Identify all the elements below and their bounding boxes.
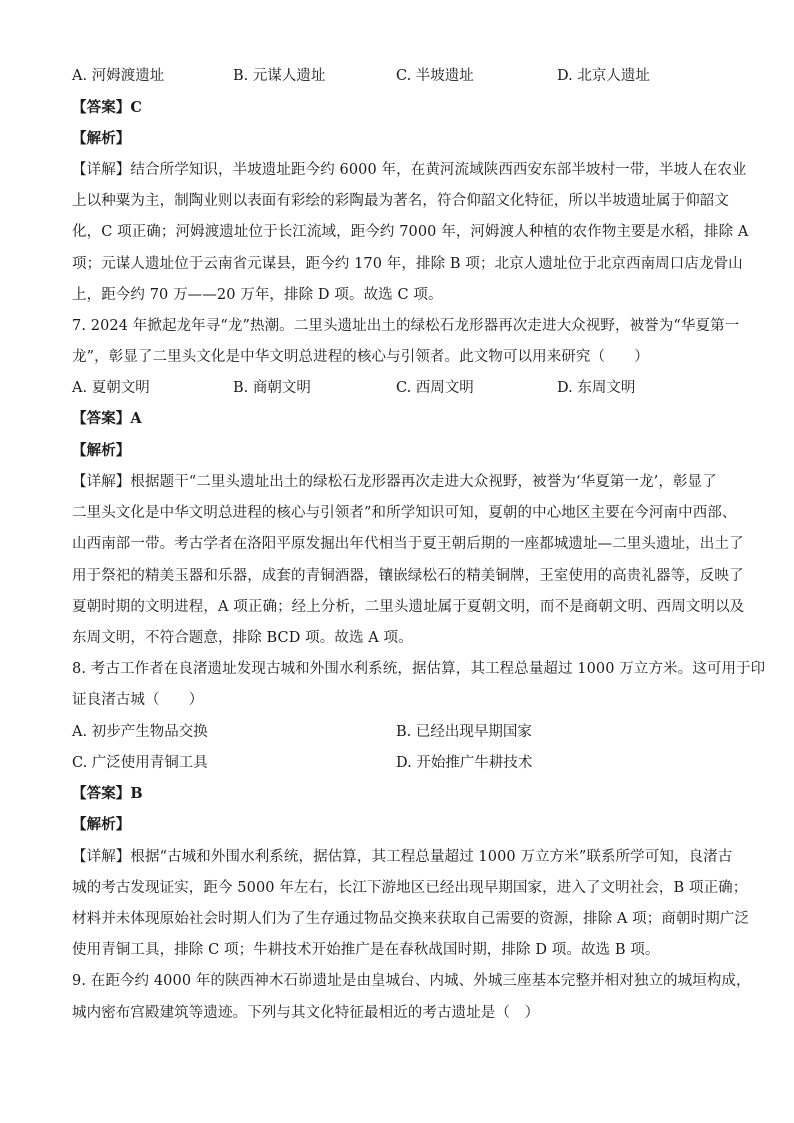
q7-detail-line: 二里头文化是中华文明总进程的核心与引领者”和所学知识可知，夏朝的中心地区主要在今河南中西部、 xyxy=(72,505,737,521)
q9-stem-line: 9. 在距今约 4000 年的陕西神木石峁遗址是由皇城台、内城、外城三座基本完整并相对独立的城垣构成， xyxy=(72,973,751,989)
q8-answer: 【答案】B xyxy=(72,785,143,802)
q7-option-b: B. 商朝文明 xyxy=(233,380,311,396)
q7-detail-line: 用于祭祀的精美玉器和乐器，成套的青铜酒器，镶嵌绿松石的精美铜牌，王室使用的高贵礼器等，反映了 xyxy=(72,568,744,584)
q6-option-a: A. 河姆渡遗址 xyxy=(72,68,165,84)
q7-analysis-heading: 【解析】 xyxy=(72,442,131,459)
q7-option-d: D. 东周文明 xyxy=(557,380,636,396)
q7-answer: 【答案】A xyxy=(72,410,142,427)
q8-option-b: B. 已经出现早期国家 xyxy=(396,724,532,740)
q7-option-a: A. 夏朝文明 xyxy=(72,380,150,396)
q6-option-c: C. 半坡遗址 xyxy=(396,68,474,84)
q8-detail-line: 材料并未体现原始社会时期人们为了生存通过物品交换来获取自己需要的资源，排除 A 项；商朝时期广泛 xyxy=(72,911,749,927)
q7-stem-line: 7. 2024 年掀起龙年寻“龙”热潮。二里头遗址出土的绿松石龙形器再次走进大众视野，被誉为“华夏第一 xyxy=(72,318,740,334)
q8-option-a: A. 初步产生物品交换 xyxy=(72,724,208,740)
q6-detail-line: 【详解】结合所学知识，半坡遗址距今约 6000 年，在黄河流域陕西西安东部半坡村一带，半坡人在农业 xyxy=(72,162,747,178)
q6-option-b: B. 元谋人遗址 xyxy=(233,68,326,84)
q7-detail-line: 【详解】根据题干“二里头遗址出土的绿松石龙形器再次走进大众视野，被誉为‘华夏第一龙’，彰显了 xyxy=(72,474,717,490)
q8-detail-line: 使用青铜工具，排除 C 项；牛耕技术开始推广是在春秋战国时期，排除 D 项。故选 B 项。 xyxy=(72,942,660,958)
q8-option-d: D. 开始推广牛耕技术 xyxy=(396,755,533,771)
q7-detail-line: 夏朝时期的文明进程，A 项正确；经上分析，二里头遗址属于夏朝文明，而不是商朝文明、西周文明以及 xyxy=(72,599,745,615)
q7-detail-line: 东周文明，不符合题意，排除 BCD 项。故选 A 项。 xyxy=(72,630,413,646)
q9-stem-line: 城内密布宫殿建筑等遗迹。下列与其文化特征最相近的考古遗址是（ ） xyxy=(72,1005,540,1021)
q8-stem-line: 证良渚古城（ ） xyxy=(72,692,204,708)
q6-detail-line: 项；元谋人遗址位于云南省元谋县，距今约 170 年，排除 B 项；北京人遗址位于北京西南周口店龙骨山 xyxy=(72,256,743,272)
q6-analysis-heading: 【解析】 xyxy=(72,130,131,147)
q6-option-d: D. 北京人遗址 xyxy=(557,68,650,84)
q6-detail-line: 上，距今约 70 万——20 万年，排除 D 项。故选 C 项。 xyxy=(72,287,443,303)
q8-detail-line: 【详解】根据“古城和外围水利系统，据估算，其工程总量超过 1000 万立方米”联系所学可知，良渚古 xyxy=(72,849,733,865)
q8-stem-line: 8. 考古工作者在良渚遗址发现古城和外围水利系统，据估算，其工程总量超过 1000 万立方米。这可用于印 xyxy=(72,661,766,677)
q7-option-c: C. 西周文明 xyxy=(396,380,474,396)
q8-option-c: C. 广泛使用青铜工具 xyxy=(72,755,208,771)
q6-answer: 【答案】C xyxy=(72,99,143,116)
q6-detail-line: 化，C 项正确；河姆渡遗址位于长江流域，距今约 7000 年，河姆渡人种植的农作物主要是水稻，排除 A xyxy=(72,224,749,240)
q7-detail-line: 山西南部一带。考古学者在洛阳平原发掘出年代相当于夏王朝后期的一座都城遗址—二里头遗址，出土了 xyxy=(72,536,744,552)
q7-stem-line: 龙”，彰显了二里头文化是中华文明总进程的核心与引领者。此文物可以用来研究（ ） xyxy=(72,349,649,365)
q6-detail-line: 上以种粟为主，制陶业则以表面有彩绘的彩陶最为著名，符合仰韶文化特征，所以半坡遗址属于仰韶文 xyxy=(72,193,729,209)
q8-detail-line: 城的考古发现证实，距今 5000 年左右，长江下游地区已经出现早期国家，进入了文明社会，B 项正确； xyxy=(72,880,748,896)
q8-analysis-heading: 【解析】 xyxy=(72,816,131,833)
